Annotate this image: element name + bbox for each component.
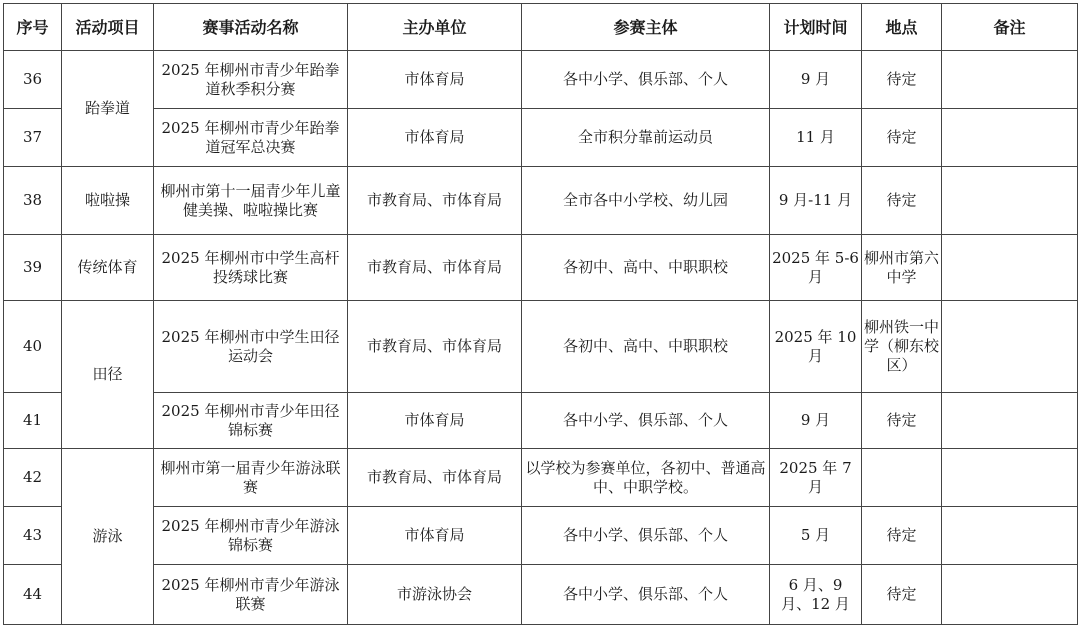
row-number: 38: [4, 167, 62, 235]
location-cell: 待定: [862, 393, 942, 449]
organizer-cell: 市体育局: [348, 507, 522, 565]
event-name-cell: 2025 年柳州市青少年跆拳道秋季积分赛: [154, 51, 348, 109]
remarks-cell: [942, 167, 1078, 235]
row-number: 37: [4, 109, 62, 167]
row-number: 42: [4, 449, 62, 507]
row-number: 40: [4, 301, 62, 393]
event-name-cell: 2025 年柳州市中学生高杆投绣球比赛: [154, 235, 348, 301]
category-cell: 游泳: [62, 449, 154, 625]
schedule-cell: 2025 年 7 月: [770, 449, 862, 507]
event-name-cell: 2025 年柳州市青少年田径锦标赛: [154, 393, 348, 449]
row-number: 41: [4, 393, 62, 449]
category-cell: 啦啦操: [62, 167, 154, 235]
participants-cell: 各中小学、俱乐部、个人: [522, 393, 770, 449]
header-category: 活动项目: [62, 4, 154, 51]
organizer-cell: 市体育局: [348, 393, 522, 449]
remarks-cell: [942, 393, 1078, 449]
location-cell: [862, 449, 942, 507]
table-row: [4, 301, 1078, 393]
table-row: [4, 393, 1078, 449]
remarks-cell: [942, 235, 1078, 301]
table-row: [4, 109, 1078, 167]
header-participants: 参赛主体: [522, 4, 770, 51]
location-cell: 待定: [862, 109, 942, 167]
category-cell: 田径: [62, 301, 154, 449]
header-schedule: 计划时间: [770, 4, 862, 51]
header-remarks: 备注: [942, 4, 1078, 51]
participants-cell: 各中小学、俱乐部、个人: [522, 507, 770, 565]
location-cell: 待定: [862, 167, 942, 235]
table-row: [4, 167, 1078, 235]
location-cell: 柳州市第六中学: [862, 235, 942, 301]
event-name-cell: 柳州市第一届青少年游泳联赛: [154, 449, 348, 507]
table-row: [4, 449, 1078, 507]
remarks-cell: [942, 109, 1078, 167]
schedule-cell: 2025 年 5-6 月: [770, 235, 862, 301]
category-cell: 传统体育: [62, 235, 154, 301]
schedule-cell: 9 月: [770, 393, 862, 449]
organizer-cell: 市教育局、市体育局: [348, 167, 522, 235]
event-name-cell: 2025 年柳州市青少年游泳联赛: [154, 565, 348, 625]
participants-cell: 以学校为参赛单位，各初中、普通高中、中职学校。: [522, 449, 770, 507]
organizer-cell: 市教育局、市体育局: [348, 235, 522, 301]
schedule-cell: 2025 年 10 月: [770, 301, 862, 393]
schedule-cell: 5 月: [770, 507, 862, 565]
schedule-cell: 6 月、9 月、12 月: [770, 565, 862, 625]
table-row: [4, 565, 1078, 625]
header-seq: 序号: [4, 4, 62, 51]
table-row: [4, 51, 1078, 109]
participants-cell: 各中小学、俱乐部、个人: [522, 565, 770, 625]
remarks-cell: [942, 449, 1078, 507]
schedule-cell: 9 月-11 月: [770, 167, 862, 235]
organizer-cell: 市体育局: [348, 109, 522, 167]
table-row: [4, 235, 1078, 301]
event-name-cell: 2025 年柳州市青少年游泳锦标赛: [154, 507, 348, 565]
schedule-cell: 9 月: [770, 51, 862, 109]
participants-cell: 全市各中小学校、幼儿园: [522, 167, 770, 235]
table-header-row: [4, 4, 1078, 51]
event-name-cell: 2025 年柳州市中学生田径运动会: [154, 301, 348, 393]
table-row: [4, 507, 1078, 565]
participants-cell: 各中小学、俱乐部、个人: [522, 51, 770, 109]
organizer-cell: 市教育局、市体育局: [348, 449, 522, 507]
events-table: [3, 3, 1078, 625]
location-cell: 待定: [862, 565, 942, 625]
header-location: 地点: [862, 4, 942, 51]
event-name-cell: 柳州市第十一届青少年儿童健美操、啦啦操比赛: [154, 167, 348, 235]
participants-cell: 各初中、高中、中职职校: [522, 301, 770, 393]
row-number: 36: [4, 51, 62, 109]
remarks-cell: [942, 301, 1078, 393]
participants-cell: 全市积分靠前运动员: [522, 109, 770, 167]
remarks-cell: [942, 565, 1078, 625]
remarks-cell: [942, 507, 1078, 565]
location-cell: 待定: [862, 507, 942, 565]
document-page: [3, 3, 1078, 625]
row-number: 44: [4, 565, 62, 625]
location-cell: 柳州铁一中学（柳东校区）: [862, 301, 942, 393]
category-cell: 跆拳道: [62, 51, 154, 167]
row-number: 43: [4, 507, 62, 565]
organizer-cell: 市游泳协会: [348, 565, 522, 625]
remarks-cell: [942, 51, 1078, 109]
participants-cell: 各初中、高中、中职职校: [522, 235, 770, 301]
organizer-cell: 市体育局: [348, 51, 522, 109]
schedule-cell: 11 月: [770, 109, 862, 167]
event-name-cell: 2025 年柳州市青少年跆拳道冠军总决赛: [154, 109, 348, 167]
row-number: 39: [4, 235, 62, 301]
header-organizer: 主办单位: [348, 4, 522, 51]
header-event-name: 赛事活动名称: [154, 4, 348, 51]
organizer-cell: 市教育局、市体育局: [348, 301, 522, 393]
location-cell: 待定: [862, 51, 942, 109]
